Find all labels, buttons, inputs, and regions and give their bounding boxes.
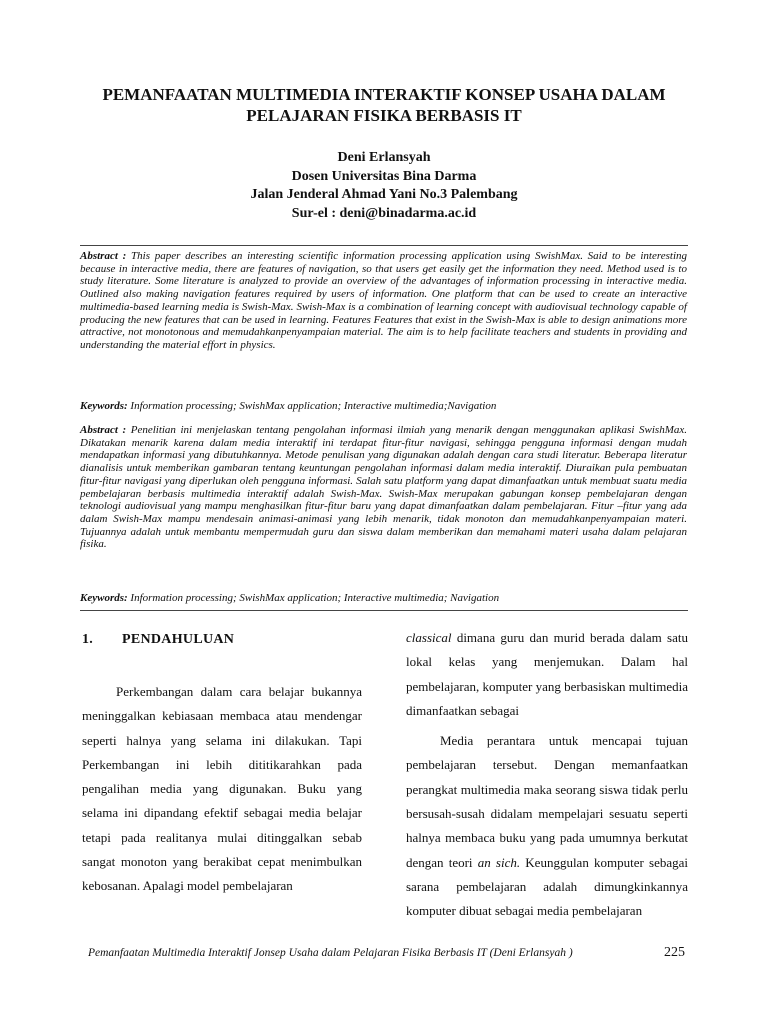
keywords-english-text: Information processing; SwishMax application; Interactive multimedia;Navigation: [130, 400, 497, 412]
page-number: 225: [664, 945, 685, 960]
italic-term: classical: [406, 630, 452, 645]
abstract-english-text: This paper describes an interesting scientific information processing application using SwishMax. Said to be interesting because in interactive media, there are features of navigation, so that users get easily get the information they need. Method used is to study literature. Some literature is analyzed to provide an overview of the advantages of information processing in interactive media. Outlined also making navigation features required by users of information. One platform that can be used to create an interactive multimedia-based learning media is Swish-Max. Swish-Max is a combination of learning concept with audiovisual technology capable of producing the new features that can be used in learning. Features Features that exist in the Swish-Max is able to design animations more attractive, not monotonous and memudahkanpenyampaian material. The aim is to help facilitate teachers and students in providing and understanding the material effort in physics.: [80, 250, 687, 351]
abstract-indonesian-text: Penelitian ini menjelaskan tentang pengolahan informasi ilmiah yang menarik dengan menggunakan aplikasi SwishMax. Dikatakan menarik karena dalam media interaktif ini terdapat fitur-fitur navigasi, sehingga pengguna informasi dengan mudah mendapatkan informasi yang dibutuhkannya. Metode penulisan yang digunakan adalah dengan cara studi literatur. Beberapa literatur dianalisis untuk memberikan gambaran tentang keuntungan pengolahan informasi dalam media interaktif. Diuraikan pula pembuatan fitur-fitur navigasi yang diperlukan oleh pengguna informasi. Salah satu platform yang dapat dimanfaatkan untuk membuat suatu media pembelajaran berbasis multimedia interaktif adalah Swish-Max. Swish-Max merupakan gabungan konsep pembelajaran dengan teknologi audiovisual yang mampu menghasilkan fitur-fitur baru yang dapat dimanfaatkan dalam pembelajaran. Fitur –fitur yang ada dalam Swish-Max mampu mendesain animasi-animasi yang lebih menarik, tidak monoton dan memudahkanpenyampaian materi. Tujuannya adalah untuk membantu mempermudah guru dan siswa dalam memberikan dan memahami materi usaha dalam pelajaran fisika.: [80, 424, 687, 551]
section-number: 1.: [82, 632, 94, 647]
keywords-english: [80, 400, 687, 413]
running-footer: Pemanfaatan Multimedia Interaktif Jonsep Usaha dalam Pelajaran Fisika Berbasis IT (Deni Erlansyah ): [88, 947, 573, 959]
body-paragraph: [406, 626, 688, 723]
abstract-top-rule: [80, 245, 688, 246]
abstract-indonesian: [80, 424, 687, 551]
abstract-indonesian-label: Abstract :: [80, 424, 127, 436]
abstract-english-label: Abstract :: [80, 250, 127, 262]
body-column-right: [406, 626, 688, 924]
paper-title: [60, 84, 708, 126]
title-line-2: PELAJARAN FISIKA BERBASIS IT: [246, 106, 522, 125]
author-address: Jalan Jenderal Ahmad Yani No.3 Palembang: [250, 187, 518, 202]
author-email: Sur-el : deni@binadarma.ac.id: [291, 205, 477, 221]
author-affiliation: Dosen Universitas Bina Darma: [291, 168, 477, 184]
body-text: Keunggulan komputer sebagai sarana pembelajaran adalah dimungkinkannya komputer dibuat sebagai media pembelajaran: [406, 854, 688, 919]
body-column-left: [82, 680, 362, 899]
abstract-bottom-rule: [80, 610, 688, 611]
section-title: PENDAHULUAN: [122, 632, 235, 647]
body-paragraph: [406, 729, 688, 923]
keywords-english-label: Keywords:: [80, 400, 128, 412]
author-name: Deni Erlansyah: [337, 150, 431, 165]
keywords-indonesian-text: Information processing; SwishMax application; Interactive multimedia; Navigation: [130, 592, 500, 604]
keywords-indonesian: [80, 592, 687, 605]
section-heading: [82, 632, 234, 648]
italic-term: an sich.: [477, 854, 521, 870]
body-text: Media perantara untuk mencapai tujuan pembelajaran tersebut. Dengan memanfaatkan perangkat multimedia maka seorang siswa tidak perlu bersusah-susah didalam mempelajari sesuatu seperti halnya membaca buku yang pada umumnya berkutat dengan teori: [406, 733, 688, 870]
body-text: dimana guru dan murid berada dalam satu lokal kelas yang menjemukan. Dalam hal pembelajaran, komputer yang berbasiskan multimedia dimanfaatkan sebagai: [406, 630, 688, 718]
title-line-1: PEMANFAATAN MULTIMEDIA INTERAKTIF KONSEP USAHA DALAM: [102, 85, 666, 104]
keywords-indonesian-label: Keywords:: [80, 592, 128, 604]
author-block: [60, 149, 708, 223]
abstract-english: [80, 250, 687, 352]
body-paragraph: Perkembangan dalam cara belajar bukannya meninggalkan kebiasaan membaca atau mendengar seperti halnya yang selama ini dilakukan. Tapi Perkembangan ini lebih dititikarahkan pada pengalihan media yang digunakan. Buku yang selama ini dipandang efektif sebagai media belajar tetapi pada realitanya mulai ditinggalkan sebab sangat monoton yang berakibat cepat menimbulkan kebosanan. Apalagi model pembelajaran: [82, 684, 362, 894]
